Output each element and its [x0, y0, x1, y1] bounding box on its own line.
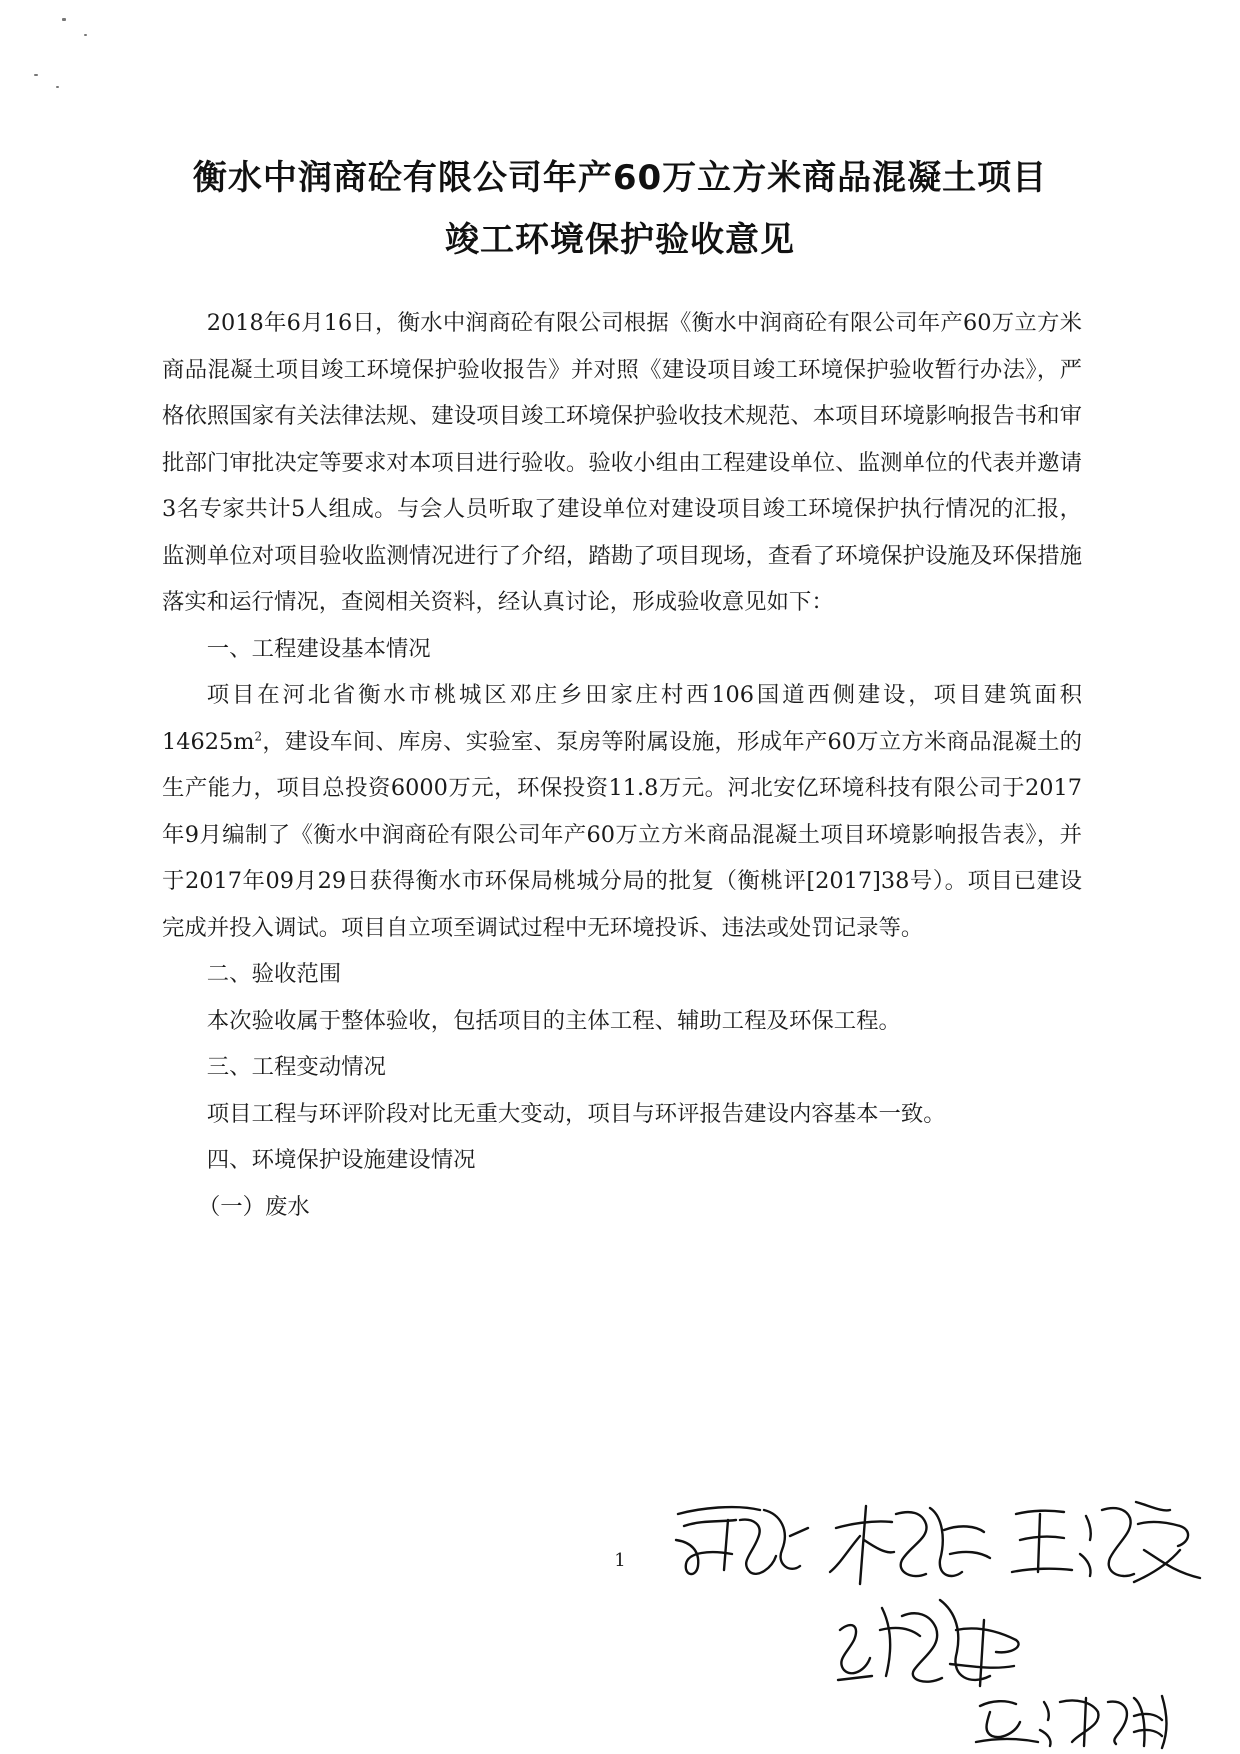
section-1-text-part-1: 项目在河北省衡水市桃城区邓庄乡田家庄村西106国道西侧建设，项目建筑面积14625m	[162, 682, 1082, 755]
section-2-paragraph: 本次验收属于整体验收，包括项目的主体工程、辅助工程及环保工程。	[206, 1007, 901, 1034]
document-title-line-1: 衡水中润商砼有限公司年产60万立方米商品混凝土项目	[192, 158, 1048, 198]
signature-1	[676, 1507, 808, 1574]
document-title-line-2: 竣工环境保护验收意见	[445, 220, 795, 260]
intro-paragraph: 2018年6月16日，衡水中润商砼有限公司根据《衡水中润商砼有限公司年产60万立方米商品混凝土项目竣工环境保护验收报告》并对照《建设项目竣工环境保护验收暂行办法》，严格依照国家有关法律法规、建设项目竣工环境保护验收技术规范、本项目环境影响报告书和审批部门审批决定等要求对本项目进行验收。验收小组由工程建设单位、监测单位的代表并邀请3名专家共计5人组成。与会人员听取了建设单位对建设项目竣工环境保护执行情况的汇报，监测单位对项目验收监测情况进行了介绍，踏勘了项目现场，查看了环境保护设施及环保措施落实和运行情况，查阅相关资料，经认真讨论，形成验收意见如下：	[162, 310, 1082, 615]
signature-3	[1012, 1502, 1200, 1582]
section-4-sub-heading: （一）废水	[197, 1193, 310, 1220]
signatures-drawing	[640, 1480, 1230, 1750]
area-unit-superscript: 2	[254, 729, 263, 744]
section-1-text-part-2: ，建设车间、库房、实验室、泵房等附属设施，形成年产60万立方米商品混凝土的生产能力，项目总投资6000万元，环保投资11.8万元。河北安亿环境科技有限公司于2017年9月编制了《衡水中润商砼有限公司年产60万立方米商品混凝土项目环境影响报告表》，并于2017年09月29日获得衡水市环保局桃城分局的批复（衡桃评[2017]38号）。项目已建设完成并投入调试。项目自立项至调试过程中无环境投诉、违法或处罚记录等。	[162, 728, 1082, 941]
handwritten-signatures	[640, 1480, 1230, 1750]
section-2-heading: 二、验收范围	[206, 961, 342, 987]
section-3-heading: 三、工程变动情况	[206, 1054, 386, 1080]
section-1-heading: 一、工程建设基本情况	[206, 635, 431, 662]
section-4-heading: 四、环境保护设施建设情况	[206, 1147, 476, 1173]
signature-2	[830, 1506, 990, 1584]
section-1-paragraph	[162, 672, 1082, 951]
signature-5	[976, 1696, 1167, 1748]
section-3-paragraph: 项目工程与环评阶段对比无重大变动，项目与环评报告建设内容基本一致。	[206, 1100, 946, 1127]
signature-4	[838, 1600, 1019, 1686]
page-number: 1	[614, 1550, 626, 1571]
document-body	[162, 300, 1082, 1230]
